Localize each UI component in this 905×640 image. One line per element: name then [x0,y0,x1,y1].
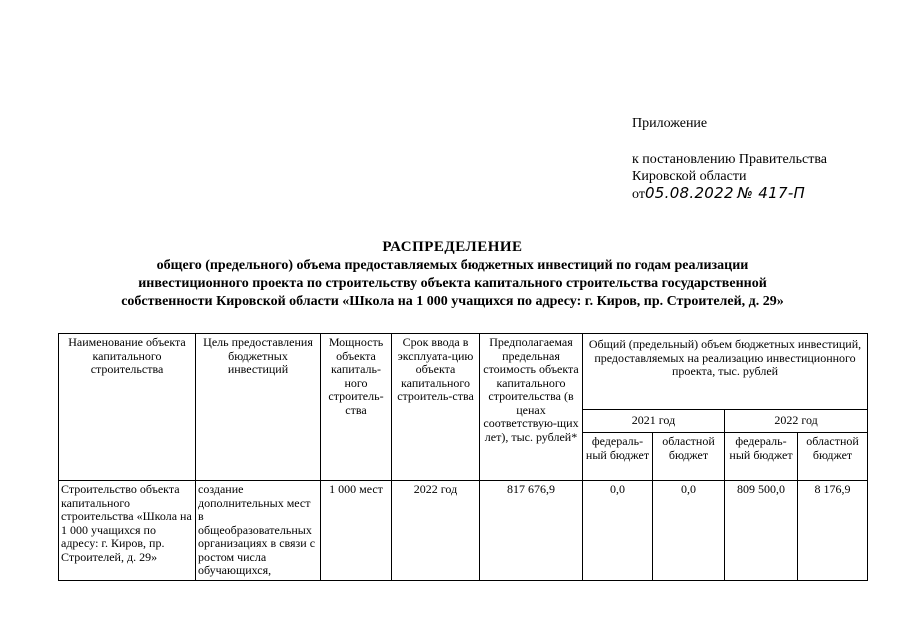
annex-block [632,115,827,203]
header-name: Наименование объекта капитального строительства [59,334,196,481]
title-line-3: собственности Кировской области «Школа на 1 000 учащихся по адресу: г. Киров, пр. Строителей, д. 29» [121,294,784,309]
handwritten-number: № 417-П [737,184,806,202]
header-total: Общий (предельный) объем бюджетных инвестиций, предоставляемых на реализацию инвестиционного проекта, тыс. рублей [583,334,868,410]
annex-region: Кировской области [632,169,747,184]
header-cost: Предполагаемая предельная стоимость объекта капитального строительства (в ценах соответствую-щих лет), тыс. рублей* [480,334,583,481]
table-row [59,481,868,581]
cell-2022-federal: 809 500,0 [725,481,798,581]
header-2022-federal: федераль-ный бюджет [725,433,798,481]
cell-capacity: 1 000 мест [321,481,392,581]
cell-2022-regional: 8 176,9 [798,481,868,581]
annex-from-label: от [632,187,645,202]
header-term: Срок ввода в эксплуата-цию объекта капитального строитель-ства [392,334,480,481]
header-2021-federal: федераль-ный бюджет [583,433,653,481]
header-purpose: Цель предоставления бюджетных инвестиций [196,334,321,481]
annex-date-line [632,185,827,203]
cell-purpose: создание дополнительных мест в общеобразовательных организациях в связи с ростом числа обучающихся, [196,481,321,581]
annex-title: Приложение [632,116,708,131]
title-line-1: общего (предельного) объема предоставляемых бюджетных инвестиций по годам реализации [156,258,749,273]
investment-table [58,333,868,581]
cell-2021-regional: 0,0 [653,481,725,581]
header-2021-regional: областной бюджет [653,433,725,481]
header-2022-regional: областной бюджет [798,433,868,481]
header-capacity: Мощность объекта капиталь-ного строитель-ства [321,334,392,481]
cell-2021-federal: 0,0 [583,481,653,581]
document-title [100,238,805,311]
handwritten-date: 05.08.2022 [644,184,734,202]
cell-term: 2022 год [392,481,480,581]
cell-cost: 817 676,9 [480,481,583,581]
cell-name: Строительство объекта капитального строительства «Школа на 1 000 учащихся по адресу: г. Киров, пр. Строителей, д. 29» [59,481,196,581]
header-row-1 [59,334,868,410]
title-heading: РАСПРЕДЕЛЕНИЕ [382,239,523,255]
header-year-2021: 2021 год [583,410,725,433]
title-line-2: инвестиционного проекта по строительству объекта капитального строительства государственной [138,276,767,291]
header-year-2022: 2022 год [725,410,868,433]
annex-reference: к постановлению Правительства [632,152,828,167]
